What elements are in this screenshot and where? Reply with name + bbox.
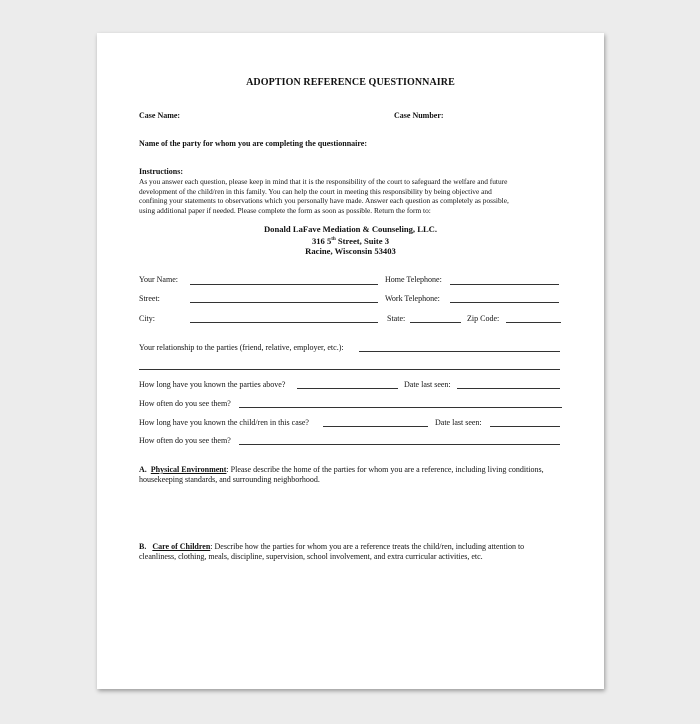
section-a-line2: housekeeping standards, and surrounding neighborhood. — [139, 475, 320, 484]
case-name-label: Case Name: — [139, 111, 181, 120]
date-last-seen-label: Date last seen: — [435, 418, 482, 427]
address-name: Donald LaFave Mediation & Counseling, LLC. — [263, 224, 438, 234]
how-often-label: How often do you see them? — [139, 399, 231, 408]
street-label: Street: — [139, 294, 160, 303]
case-number-label: Case Number: — [394, 111, 444, 120]
instructions-line: confining your statements to observations which you personally have made. Answer each question as completely as possible, — [139, 196, 509, 206]
instructions-heading: Instructions: — [139, 167, 184, 176]
instructions-line: using additional paper if needed. Please complete the form as soon as possible. Return the form to: — [139, 205, 431, 215]
zip-code-field[interactable] — [506, 322, 561, 323]
relationship-label: Your relationship to the parties (friend, relative, employer, etc.): — [139, 343, 344, 352]
home-telephone-field[interactable] — [450, 284, 559, 285]
relationship-field[interactable] — [359, 351, 560, 352]
zip-code-label: Zip Code: — [467, 314, 500, 323]
city-field[interactable] — [190, 322, 378, 323]
section-b-line2: cleanliness, clothing, meals, discipline, supervision, school involvement, and extra curricular activities, etc. — [139, 552, 483, 561]
instructions-line: As you answer each question, please keep in mind that it is the responsibility of the court to safeguard the welfare and future — [139, 177, 508, 186]
date-last-seen-field[interactable] — [490, 426, 560, 427]
instructions-line: development of the child/ren in this family. You can help the court in meeting this responsibility by being objective and — [139, 186, 492, 196]
street-field[interactable] — [190, 302, 378, 303]
document-page — [97, 33, 604, 689]
party-label: Name of the party for whom you are completing the questionnaire: — [139, 139, 367, 148]
how-often-label: How often do you see them? — [139, 436, 231, 445]
known-children-field[interactable] — [323, 426, 428, 427]
date-last-seen-field[interactable] — [457, 388, 560, 389]
your-name-field[interactable] — [190, 284, 378, 285]
known-parties-label: How long have you known the parties above? — [139, 380, 286, 389]
your-name-label: Your Name: — [139, 275, 178, 284]
section-a-line1: A. Physical Environment: Please describe the home of the parties for whom you are a reference, including living conditions, — [139, 465, 544, 474]
known-children-label: How long have you known the child/ren in this case? — [139, 418, 309, 427]
city-label: City: — [139, 314, 156, 323]
home-telephone-label: Home Telephone: — [385, 275, 442, 284]
address-city: Racine, Wisconsin 53403 — [305, 246, 396, 256]
address-street: 316 5th Street, Suite 3 — [311, 235, 390, 246]
work-telephone-field[interactable] — [450, 302, 559, 303]
date-last-seen-label: Date last seen: — [404, 380, 451, 389]
how-often-field[interactable] — [239, 407, 562, 408]
work-telephone-label: Work Telephone: — [385, 294, 440, 303]
page-title: ADOPTION REFERENCE QUESTIONNAIRE — [246, 77, 455, 88]
state-label: State: — [387, 314, 406, 323]
state-field[interactable] — [410, 322, 461, 323]
section-b-line1: B. Care of Children: Describe how the parties for whom you are a reference treats the child/ren, including attention to — [139, 542, 525, 551]
how-often-field[interactable] — [239, 444, 560, 445]
known-parties-field[interactable] — [297, 388, 398, 389]
relationship-field-continued[interactable] — [139, 369, 560, 370]
